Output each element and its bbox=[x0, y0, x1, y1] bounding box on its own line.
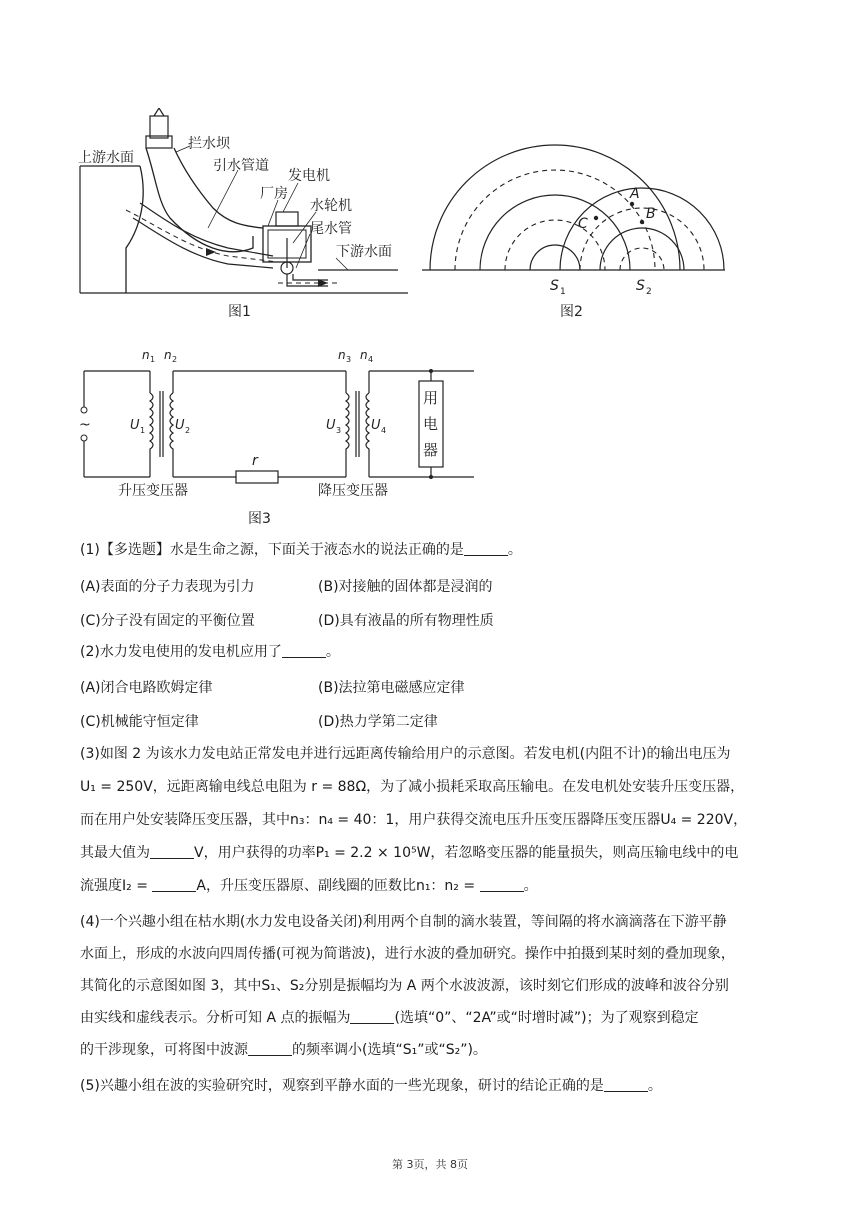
answer-blank-source[interactable] bbox=[248, 1041, 292, 1056]
load-label-3: 器 bbox=[423, 441, 439, 459]
U4-label: U bbox=[371, 418, 381, 433]
figure-3-caption: 图3 bbox=[248, 511, 271, 527]
answer-blank-current[interactable] bbox=[152, 877, 196, 892]
question-2-option-a[interactable]: (A)闭合电路欧姆定律 bbox=[80, 680, 213, 696]
n2-subscript: 2 bbox=[172, 355, 178, 364]
question-4-line-4: 由实线和虚线表示。分析可知 A 点的振幅为 (选填“0”、“2A”或“时增时减”)；为了观察到稳定 bbox=[80, 1010, 699, 1026]
figure-1-caption: 图1 bbox=[228, 304, 251, 320]
load-label-2: 电 bbox=[423, 415, 439, 433]
question-3-line-3: 而在用户处安装降压变压器，其中n₃：n₄ = 40：1，用户获得交流电压升压变压器降压变压器U₄ = 220V， bbox=[80, 812, 748, 828]
question-2-option-c[interactable]: (C)机械能守恒定律 bbox=[80, 714, 199, 730]
question-1-stem: (1)【多选题】水是生命之源，下面关于液态水的说法正确的是 。 bbox=[80, 542, 522, 558]
U2-subscript: 2 bbox=[185, 426, 191, 435]
question-4-line-2: 水面上，形成的水波向四周传播(可视为简谐波)，进行水波的叠加研究。操作中拍摄到某时刻的叠加现象， bbox=[80, 946, 735, 962]
U4-subscript: 4 bbox=[381, 426, 387, 435]
source-S1-label: S bbox=[550, 278, 559, 294]
source-S2-subscript: 2 bbox=[646, 287, 652, 297]
point-C-label: C bbox=[578, 216, 588, 232]
resistor-r-label: r bbox=[252, 453, 258, 469]
question-3-line-2: U₁ = 250V，远距离输电线总电阻为 r = 88Ω，为了减小损耗采取高压输电。在发电机处安装升压变压器， bbox=[80, 779, 745, 795]
figure-2-caption: 图2 bbox=[560, 304, 583, 320]
page-footer: 第 3页，共 8页 bbox=[392, 1158, 468, 1171]
figure-1-hydropower-station bbox=[78, 108, 418, 323]
ac-source-symbol: ~ bbox=[79, 417, 91, 433]
label-turbine: 水轮机 bbox=[310, 198, 352, 214]
question-2-stem: (2)水力发电使用的发电机应用了 。 bbox=[80, 644, 340, 660]
point-B-label: B bbox=[646, 206, 656, 222]
question-4-line-5: 的干涉现象，可将图中波源 的频率调小(选填“S₁”或“S₂”)。 bbox=[80, 1042, 487, 1058]
figure-3-transmission-circuit bbox=[78, 345, 478, 530]
n2-label: n bbox=[164, 348, 172, 362]
label-generator: 发电机 bbox=[288, 168, 330, 184]
answer-blank-max-voltage[interactable] bbox=[150, 844, 194, 859]
question-3-line-4: 其最大值为 V，用户获得的功率P₁ = 2.2 × 10⁵W，若忽略变压器的能量损失，则高压输电线中的电 bbox=[80, 845, 739, 861]
label-upstream-water: 上游水面 bbox=[78, 150, 134, 166]
question-2-option-d[interactable]: (D)热力学第二定律 bbox=[318, 714, 438, 730]
label-downstream-water: 下游水面 bbox=[336, 244, 392, 260]
question-1-option-c[interactable]: (C)分子没有固定的平衡位置 bbox=[80, 613, 255, 629]
question-2-option-b[interactable]: (B)法拉第电磁感应定律 bbox=[318, 680, 465, 696]
answer-blank[interactable] bbox=[464, 541, 508, 556]
label-dam: 拦水坝 bbox=[188, 136, 230, 152]
U3-subscript: 3 bbox=[336, 426, 342, 435]
n4-subscript: 4 bbox=[368, 355, 374, 364]
question-3-line-1: (3)如图 2 为该水力发电站正常发电并进行远距离传输给用户的示意图。若发电机(内阻不计)的输出电压为 bbox=[80, 746, 731, 762]
U1-label: U bbox=[130, 418, 140, 433]
answer-blank[interactable] bbox=[282, 643, 326, 658]
question-4-line-3: 其简化的示意图如图 3，其中S₁、S₂分别是振幅均为 A 两个水波波源，该时刻它们形成的波峰和波谷分别 bbox=[80, 978, 729, 994]
source-S1-subscript: 1 bbox=[560, 287, 566, 297]
source-S2-label: S bbox=[636, 278, 645, 294]
point-A-label: A bbox=[630, 186, 640, 202]
n1-subscript: 1 bbox=[150, 355, 156, 364]
load-label-1: 用 bbox=[423, 389, 439, 407]
question-5-stem: (5)兴趣小组在波的实验研究时，观察到平静水面的一些光现象，研讨的结论正确的是 。 bbox=[80, 1078, 662, 1094]
question-1-option-b[interactable]: (B)对接触的固体都是浸润的 bbox=[318, 579, 493, 595]
question-4-line-1: (4)一个兴趣小组在枯水期(水力发电设备关闭)利用两个自制的滴水装置，等间隔的将水滴滴落在下游平静 bbox=[80, 914, 727, 930]
n4-label: n bbox=[360, 348, 368, 362]
answer-blank-amplitude[interactable] bbox=[350, 1009, 394, 1024]
step-down-transformer-label: 降压变压器 bbox=[318, 483, 388, 499]
U2-label: U bbox=[175, 418, 185, 433]
U1-subscript: 1 bbox=[140, 426, 146, 435]
answer-blank-turns-ratio[interactable] bbox=[480, 877, 524, 892]
question-1-option-d[interactable]: (D)具有液晶的所有物理性质 bbox=[318, 613, 494, 629]
question-1-option-a[interactable]: (A)表面的分子力表现为引力 bbox=[80, 579, 255, 595]
label-plant: 厂房 bbox=[260, 186, 288, 202]
U3-label: U bbox=[326, 418, 336, 433]
step-up-transformer-label: 升压变压器 bbox=[118, 483, 188, 499]
question-3-line-5: 流强度I₂ = A，升压变压器原、副线圈的匝数比n₁：n₂ = 。 bbox=[80, 878, 538, 894]
n1-label: n bbox=[142, 348, 150, 362]
answer-blank[interactable] bbox=[604, 1077, 648, 1092]
label-tailpipe: 尾水管 bbox=[310, 221, 352, 237]
label-pipe: 引水管道 bbox=[213, 158, 269, 174]
n3-label: n bbox=[338, 348, 346, 362]
figure-2-wave-interference bbox=[420, 138, 740, 323]
n3-subscript: 3 bbox=[346, 355, 352, 364]
